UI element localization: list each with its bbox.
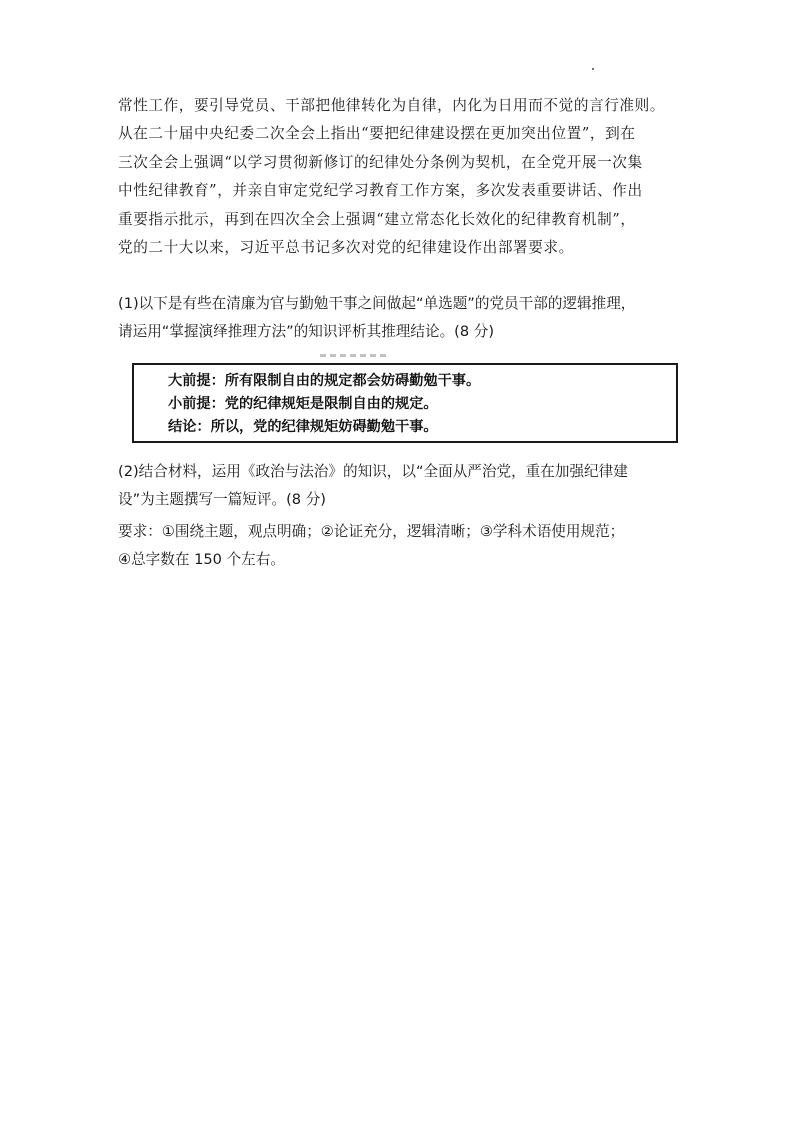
material-line: 中性纪律教育”，并亲自审定党纪学习教育工作方案，多次发表重要讲话、作出 xyxy=(118,182,643,200)
requirements-line: 要求：①围绕主题，观点明确；②论证充分，逻辑清晰；③学科术语使用规范； xyxy=(118,523,625,540)
material-line: 三次全会上强调“以学习贯彻新修订的纪律处分条例为契机，在全党开展一次集 xyxy=(118,153,643,171)
conclusion: 结论：所以，党的纪律规矩妨碍勤勉干事。 xyxy=(168,419,438,435)
material-line: 从在二十届中央纪委二次全会上指出“要把纪律建设摆在更加突出位置”，到在 xyxy=(118,125,636,143)
question-2-line: (2)结合材料，运用《政治与法治》的知识，以“全面从严治党，重在加强纪律建 xyxy=(118,463,628,480)
question-1-line: 请运用“掌握演绎推理方法”的知识评析其推理结论。(8 分) xyxy=(118,323,495,340)
question-2 xyxy=(118,458,698,514)
material-paragraph xyxy=(118,92,698,262)
material-line: 常性工作，要引导党员、干部把他律转化为自律，内化为日用而不觉的言行准则。 xyxy=(118,97,665,114)
syllogism-box xyxy=(132,363,678,443)
scan-smudge xyxy=(320,354,390,357)
major-premise: 大前提：所有限制自由的规定都会妨碍勤勉干事。 xyxy=(168,373,481,389)
material-line: 党的二十大以来，习近平总书记多次对党的纪律建设作出部署要求。 xyxy=(118,238,574,256)
requirements xyxy=(118,518,698,574)
scan-speck xyxy=(592,68,594,70)
material-line: 重要指示批示，再到在四次全会上强调“建立常态化长效化的纪律教育机制”， xyxy=(118,210,636,228)
question-1-line: (1)以下是有些在清廉为官与勤勉干事之间做起“单选题”的党员干部的逻辑推理， xyxy=(118,295,636,312)
question-2-line: 设”为主题撰写一篇短评。(8 分) xyxy=(118,491,326,508)
question-1 xyxy=(118,290,698,346)
minor-premise: 小前提：党的纪律规矩是限制自由的规定。 xyxy=(168,396,438,412)
requirements-line: ④总字数在 150 个左右。 xyxy=(118,551,285,568)
